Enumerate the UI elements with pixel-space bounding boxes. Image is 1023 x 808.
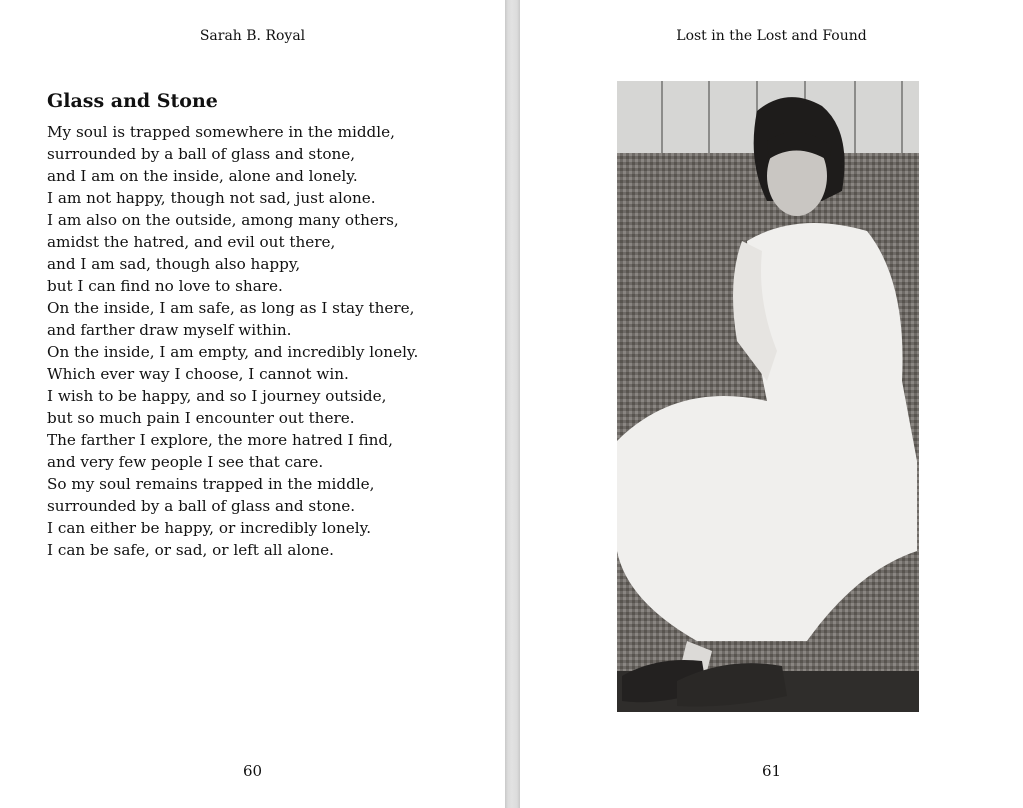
book-gutter [505, 0, 520, 808]
poem-line: and I am on the inside, alone and lonely. [47, 167, 358, 185]
poem-line: On the inside, I am safe, as long as I stay there, [47, 299, 415, 317]
poem-line: My soul is trapped somewhere in the middle, [47, 123, 395, 141]
poem-line: The farther I explore, the more hatred I find, [47, 431, 393, 449]
page-number-left: 60 [242, 762, 263, 780]
poem-line: I wish to be happy, and so I journey outside, [47, 387, 387, 405]
poem-line: and I am sad, though also happy, [47, 255, 301, 273]
page-number-right: 61 [761, 762, 782, 780]
poem-line: I can be safe, or sad, or left all alone. [47, 541, 334, 559]
poem-line: amidst the hatred, and evil out there, [47, 233, 336, 251]
poem-line: surrounded by a ball of glass and stone. [47, 497, 356, 515]
right-page [520, 0, 1023, 808]
poem-line: I can either be happy, or incredibly lonely. [47, 519, 372, 537]
poem-title: Glass and Stone [47, 90, 218, 112]
poem-line: Which ever way I choose, I cannot win. [47, 365, 349, 383]
poem-body [47, 121, 418, 561]
poem-line: On the inside, I am empty, and incredibly lonely. [47, 343, 419, 361]
poem-line: surrounded by a ball of glass and stone, [47, 145, 356, 163]
running-header-author: Sarah B. Royal [199, 28, 306, 44]
running-header-title: Lost in the Lost and Found [676, 28, 867, 44]
black-and-white-photo-girl-on-couch [617, 81, 919, 712]
poem-line: but I can find no love to share. [47, 277, 283, 295]
poem-line: but so much pain I encounter out there. [47, 409, 355, 427]
poem-line: I am also on the outside, among many others, [47, 211, 399, 229]
left-page [0, 0, 505, 808]
poem-line: I am not happy, though not sad, just alone. [47, 189, 376, 207]
poem-line: and very few people I see that care. [47, 453, 324, 471]
poem-line: So my soul remains trapped in the middle, [47, 475, 375, 493]
poem-line: and farther draw myself within. [47, 321, 292, 339]
